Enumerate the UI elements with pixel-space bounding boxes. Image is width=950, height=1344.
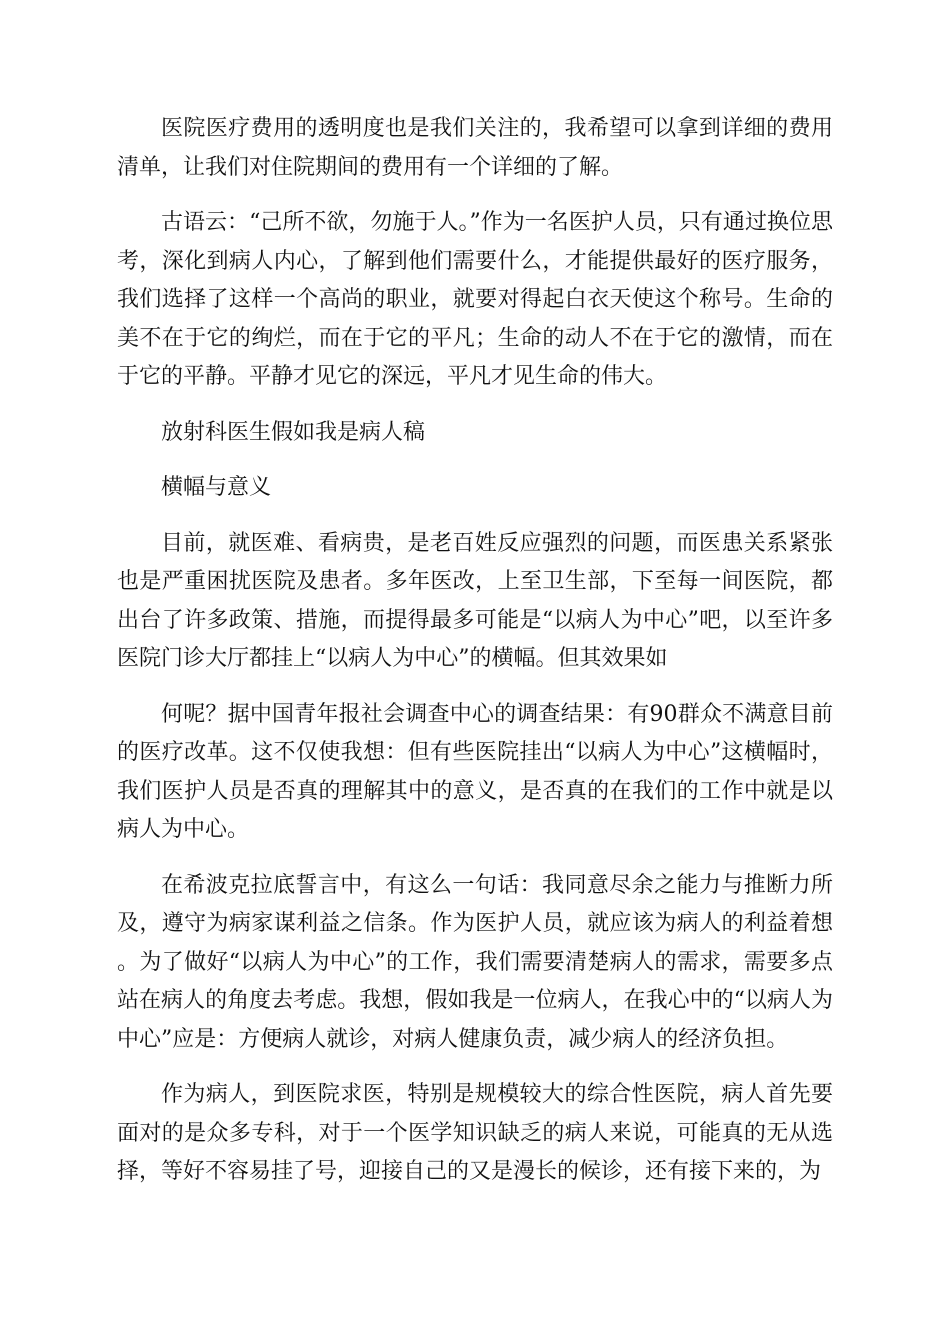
paragraph-hippocratic-oath: 在希波克拉底誓言中，有这么一句话：我同意尽余之能力与推断力所及，遵守为病家谋利益之信条。作为医护人员，就应该为病人的利益着想。为了做好“以病人为中心”的工作，我们需要清楚病人的需求，需要多点站在病人的角度去考虑。我想，假如我是一位病人，在我心中的“以病人为中心”应是：方便病人就诊，对病人健康负责，减少病人的经济负担。 bbox=[117, 872, 833, 1052]
section-subtitle: 横幅与意义 bbox=[161, 475, 272, 500]
paragraph-survey-result: 何呢？据中国青年报社会调查中心的调查结果：有90群众不满意目前的医疗改革。这不仅使我想：但有些医院挂出“以病人为中心”这横幅时，我们医护人员是否真的理解其中的意义，是否真的在我们的工作中就是以病人为中心。 bbox=[117, 701, 833, 842]
paragraph-fee-transparency: 医院医疗费用的透明度也是我们关注的，我希望可以拿到详细的费用清单，让我们对住院期间的费用有一个详细的了解。 bbox=[117, 116, 833, 180]
paragraph-as-a-patient: 作为病人，到医院求医，特别是规模较大的综合性医院，病人首先要面对的是众多专科，对于一个医学知识缺乏的病人来说，可能真的无从选择，等好不容易挂了号，迎接自己的又是漫长的候诊，还有接下来的，为 bbox=[117, 1082, 833, 1184]
document-body bbox=[117, 110, 833, 1209]
paragraph-current-situation: 目前，就医难、看病贵，是老百姓反应强烈的问题，而医患关系紧张也是严重困扰医院及患者。多年医改，上至卫生部，下至每一间医院，都出台了许多政策、措施，而提得最多可能是“以病人为中心”吧，以至许多医院门诊大厅都挂上“以病人为中心”的横幅。但其效果如 bbox=[117, 530, 833, 671]
paragraph-ancient-saying: 古语云：“己所不欲，勿施于人。”作为一名医护人员，只有通过换位思考，深化到病人内心，了解到他们需要什么，才能提供最好的医疗服务，我们选择了这样一个高尚的职业，就要对得起白衣天使这个称号。生命的美不在于它的绚烂，而在于它的平凡；生命的动人不在于它的激情，而在于它的平静。平静才见它的深远，平凡才见生命的伟大。 bbox=[117, 210, 833, 389]
section-title: 放射科医生假如我是病人稿 bbox=[161, 419, 426, 445]
